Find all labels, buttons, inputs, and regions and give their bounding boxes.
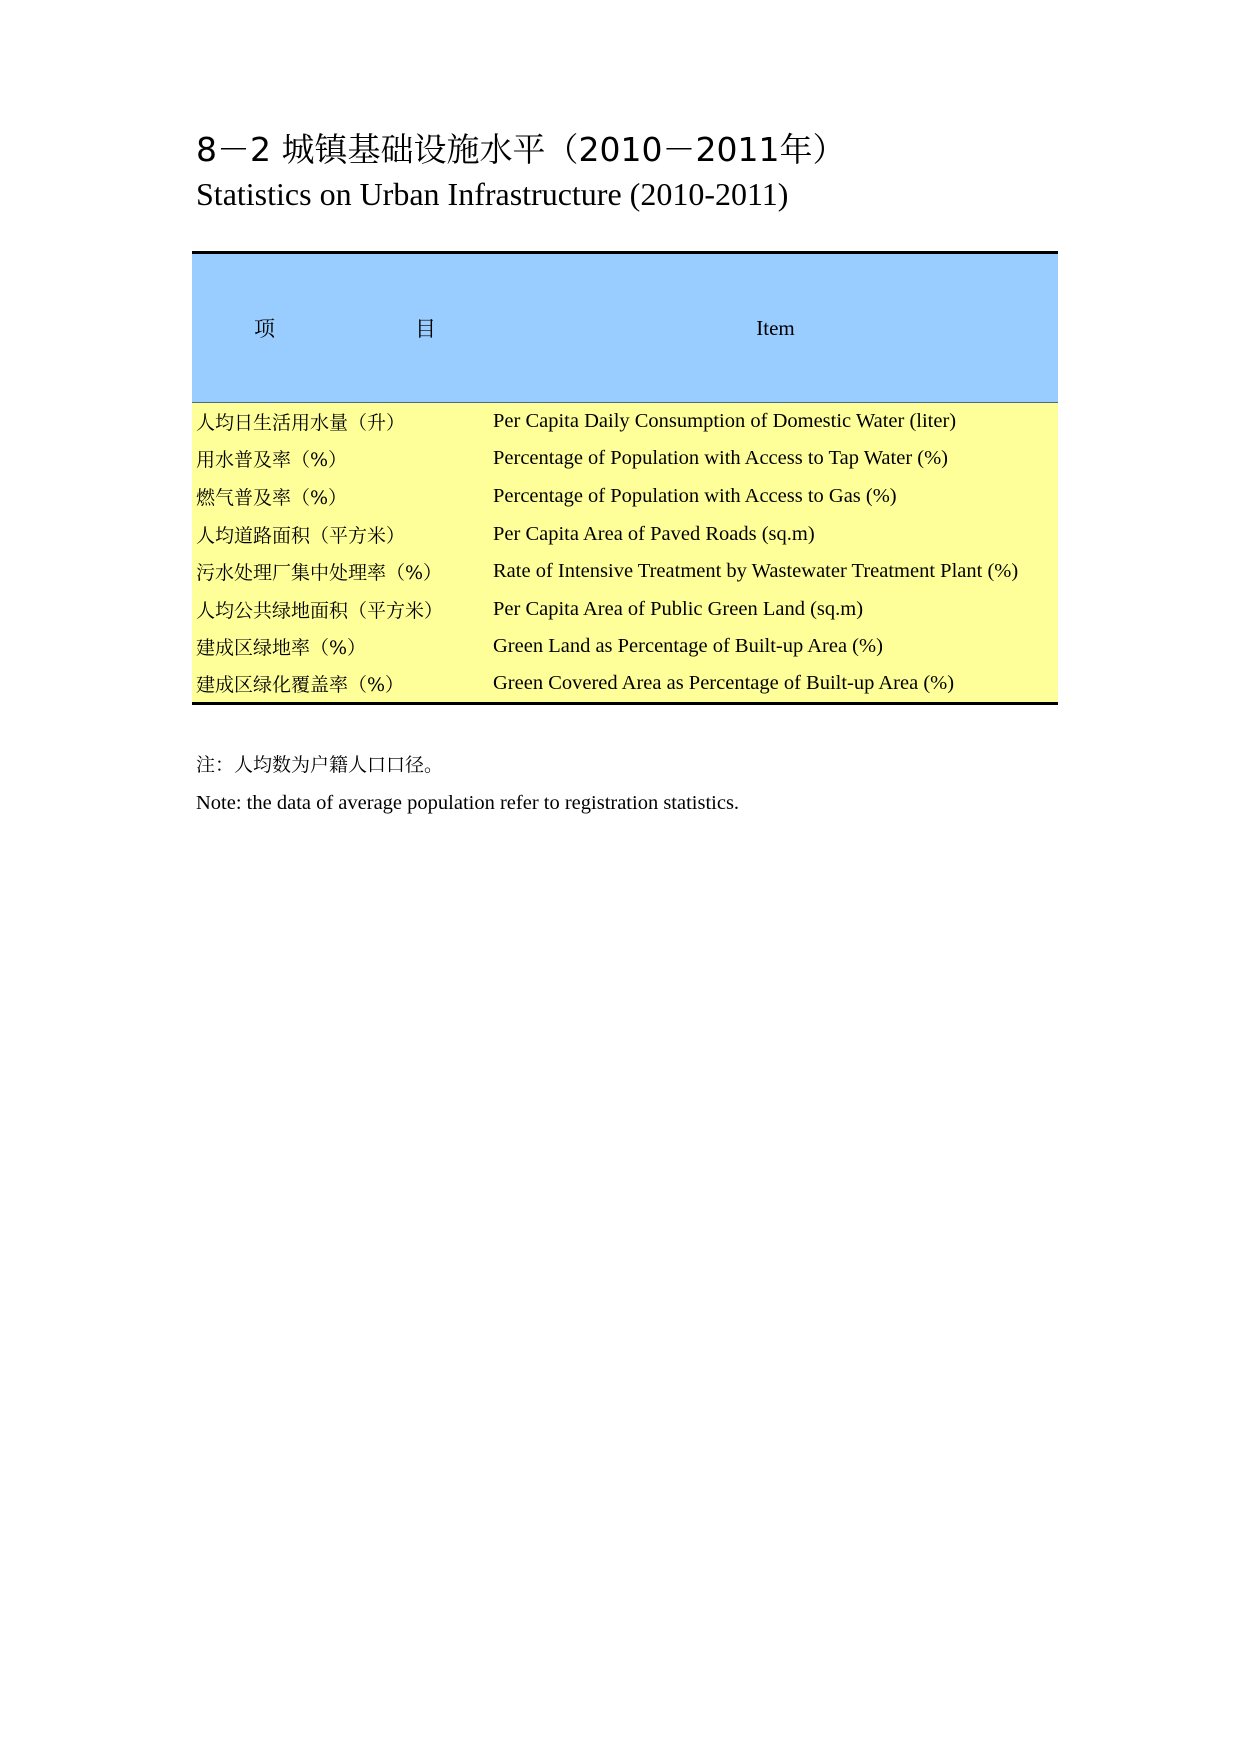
row-label-cn: 污水处理厂集中处理率（%） [196,562,443,585]
row-label-cn: 人均道路面积（平方米） [196,524,406,547]
table-row [192,440,1058,478]
table-row [192,628,1058,666]
table-row [192,590,1058,628]
row-label-en: Per Capita Daily Consumption of Domestic Water (liter) [493,410,957,433]
row-label-en: Green Land as Percentage of Built-up Area (%) [493,635,883,658]
row-label-en: Percentage of Population with Access to Tap Water (%) [493,447,949,470]
row-label-en: Green Covered Area as Percentage of Built-up Area (%) [493,672,955,695]
table-row [192,553,1058,591]
page-title-cn: 8－2 城镇基础设施水平（2010－2011年） [196,130,846,169]
table-row [192,666,1058,704]
row-label-cn: 建成区绿化覆盖率（%） [196,674,405,697]
table-row [192,403,1058,441]
header-item-cn [192,253,493,403]
row-label-cn: 用水普及率（%） [196,449,348,472]
header-item-cn-part2: 目 [415,317,436,341]
row-label-en: Per Capita Area of Public Green Land (sq.m) [493,597,864,620]
row-label-cn: 人均日生活用水量（升） [196,412,406,435]
row-label-en: Percentage of Population with Access to Gas (%) [493,484,897,507]
row-label-cn: 燃气普及率（%） [196,486,348,509]
infrastructure-table [192,251,1058,705]
page-title-en: Statistics on Urban Infrastructure (2010-2011) [196,176,789,212]
footnote-cn: 注：人均数为户籍人口口径。 [196,754,444,776]
header-item-en: Item [493,253,1058,403]
row-label-cn: 建成区绿地率（%） [196,637,367,660]
row-label-en: Per Capita Area of Paved Roads (sq.m) [493,522,815,545]
footnote-en: Note: the data of average population refer to registration statistics. [196,792,740,814]
table-row [192,515,1058,553]
table-row [192,478,1058,516]
row-label-en: Rate of Intensive Treatment by Wastewater Treatment Plant (%) [493,560,1019,583]
table-header-row [192,253,1058,403]
row-label-cn: 人均公共绿地面积（平方米） [196,599,444,622]
header-item-cn-part1: 项 [254,317,275,341]
